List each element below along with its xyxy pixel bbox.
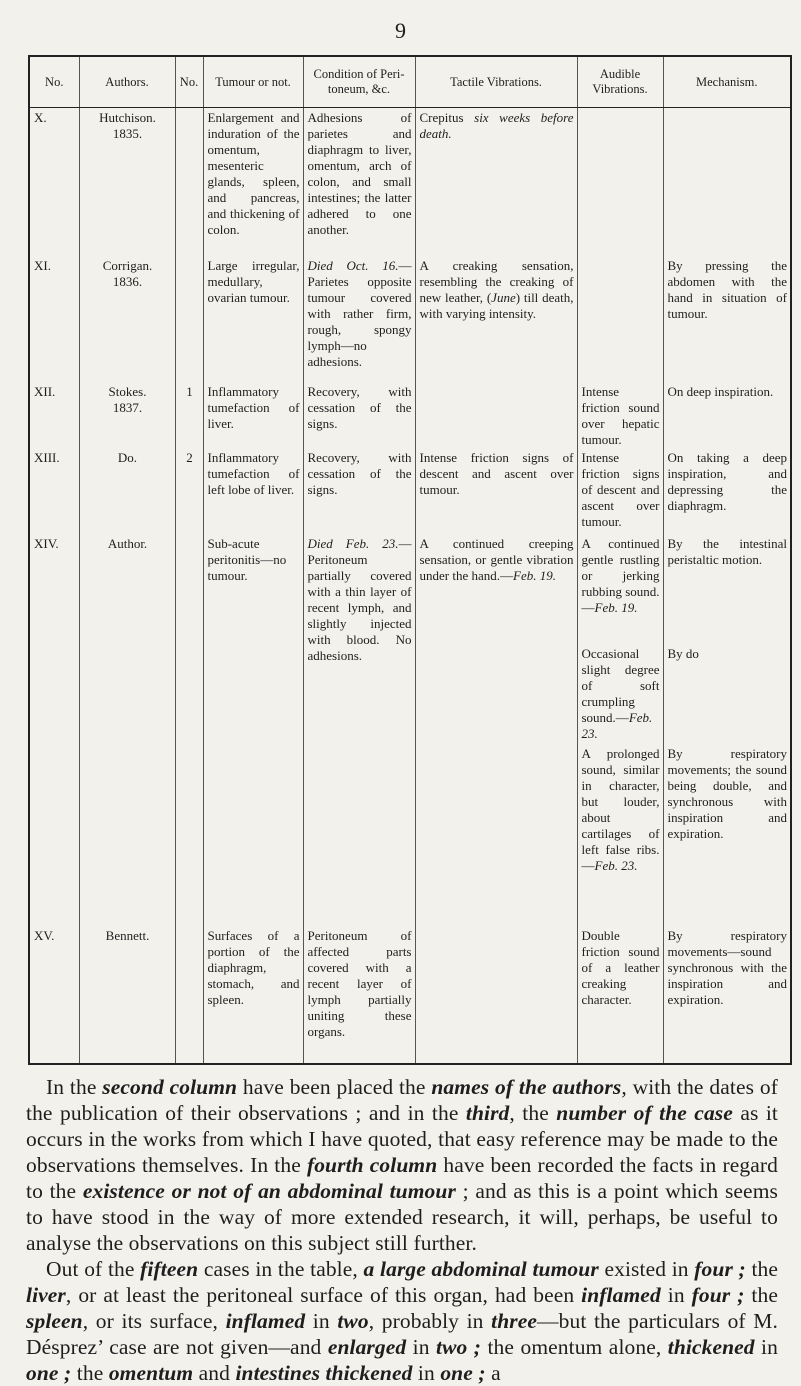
tumour-cell: Inflammatory tumefaction of left lobe of liver.: [203, 448, 303, 534]
condition-cell: Adhesions of parietes and diaphragm to liver, omentum, arch of colon, and small intestines; the latter adhered to one another.: [303, 108, 415, 256]
case-no-cell: [175, 926, 203, 1064]
tactile-cell: [415, 108, 577, 256]
row-number: XV.: [29, 926, 79, 1064]
table-row: [29, 382, 791, 448]
audible-text: A prolonged sound, similar in character, but louder, about cartilages of left false ribs.—: [581, 745, 660, 873]
audible-entry-3: [582, 746, 660, 874]
author-name: Bennett.: [105, 927, 150, 943]
table-row: [29, 448, 791, 534]
tactile-italic: June: [491, 289, 516, 305]
header-condition: Condition of Peri-toneum, &c.: [303, 56, 415, 108]
author-cell: [79, 382, 175, 448]
page-number: 9: [395, 18, 406, 43]
case-no-cell: 2: [175, 448, 203, 534]
audible-cell: [577, 108, 663, 256]
tactile-text: A continued creeping sensation, or gentle vibration under the hand.—: [419, 535, 574, 583]
tactile-cell: [415, 382, 577, 448]
author-name: Do.: [117, 449, 138, 465]
row-number: XIV.: [29, 534, 79, 926]
audible-entry-2: [582, 646, 660, 746]
header-authors: Authors.: [79, 56, 175, 108]
tactile-italic: Feb. 19.: [513, 567, 556, 583]
mechanism-entry-1: By the intestinal peristaltic motion.: [667, 535, 787, 567]
row-number: XIII.: [29, 448, 79, 534]
audible-cell: [577, 534, 663, 926]
paragraph-columns: In the second column have been placed the names of the authors, with the dates of the publication of their observations ; and in the third, the number of the case as it occurs in the works from which I have quoted, that easy reference may be made to the observations themselves. In the fourth column have been recorded the facts in regard to the existence or not of an abdominal tumour ; and as this is a point which seems to have stood in the way of more extended research, it will, perhaps, be useful to analyse the observations on this subject still further.: [26, 1075, 779, 1255]
audible-text: A continued gentle rustling or jerking rubbing sound.—: [581, 535, 660, 615]
condition-cell: [303, 256, 415, 382]
row-number: XI.: [29, 256, 79, 382]
audible-date: Feb. 19.: [594, 599, 638, 615]
condition-cell: Recovery, with cessation of the signs.: [303, 382, 415, 448]
author-cell: [79, 256, 175, 382]
mechanism-entry-2: By do: [667, 645, 699, 661]
author-cell: [79, 108, 175, 256]
author-year: 1836.: [112, 273, 143, 289]
tactile-cell: [415, 926, 577, 1064]
condition-cell: [303, 534, 415, 926]
header-no: No.: [29, 56, 79, 108]
mechanism-cell: On deep inspiration.: [663, 382, 791, 448]
condition-cell: Recovery, with cessation of the signs.: [303, 448, 415, 534]
table-row: [29, 108, 791, 256]
case-table-wrapper: [28, 55, 790, 1060]
table-header-row: [29, 56, 791, 108]
tumour-cell: Large irregular, medullary, ovarian tumour.: [203, 256, 303, 382]
audible-date: Feb. 23.: [594, 857, 638, 873]
case-no-cell: [175, 534, 203, 926]
tactile-cell: [415, 534, 577, 926]
condition-cell: Peritoneum of affected parts covered with a recent layer of lymph partially uniting these organs.: [303, 926, 415, 1064]
mechanism-cell: By respiratory movements—sound synchronous with the inspiration and expiration.: [663, 926, 791, 1064]
author-year: 1837.: [112, 399, 143, 415]
paragraph-analysis: Out of the fifteen cases in the table, a large abdominal tumour existed in four ; the liver, or at least the peritoneal surface of this organ, had been inflamed in four ; the spleen, or its surface, inflamed in two, probably in three—but the particulars of M. Désprez’ case are not given—and enlarged in two ; the omentum alone, thickened in one ; the omentum and intestines thickened in one ; a: [26, 1257, 779, 1385]
audible-cell: Intense friction sound over hepatic tumour.: [577, 382, 663, 448]
audible-date: Feb. 23.: [581, 709, 653, 741]
table-row: [29, 534, 791, 926]
tactile-cell: [415, 256, 577, 382]
case-table: [28, 55, 792, 1065]
header-mechanism: Mechanism.: [663, 56, 791, 108]
condition-text: —Parietes opposite tumour covered with rather firm, rough, spongy lymph—no adhesions.: [307, 257, 412, 369]
author-name: Stokes.: [108, 383, 147, 399]
audible-text: Occasional slight degree of soft crumpling sound.—: [581, 645, 660, 725]
audible-cell: Intense friction signs of descent and ascent over tumour.: [577, 448, 663, 534]
condition-date: Died Oct. 16.: [307, 257, 399, 273]
tactile-text: A creaking sensation, resembling the creaking of new leather, (: [419, 257, 574, 305]
author-name: Hutchison.: [99, 110, 156, 125]
header-case-no: No.: [175, 56, 203, 108]
mechanism-entry-3: By respiratory movements; the sound being double, and synchronous with inspiration and expiration.: [667, 745, 787, 841]
tactile-text-end: ) till death, with varying intensity.: [419, 289, 574, 321]
row-number: XII.: [29, 382, 79, 448]
table-row: [29, 256, 791, 382]
author-cell: [79, 534, 175, 926]
header-tumour: Tumour or not.: [203, 56, 303, 108]
tactile-cell: Intense friction signs of descent and ascent over tumour.: [415, 448, 577, 534]
header-tactile: Tactile Vibrations.: [415, 56, 577, 108]
audible-cell: Double friction sound of a leather creaking character.: [577, 926, 663, 1064]
table-row: [29, 926, 791, 1064]
author-name: Author.: [107, 535, 148, 551]
audible-entry-1: [582, 536, 660, 646]
author-name: Corrigan.: [102, 257, 153, 273]
audible-cell: [577, 256, 663, 382]
tactile-italic: six weeks before death.: [419, 110, 574, 141]
author-year: 1835.: [112, 126, 143, 141]
mechanism-cell: By pressing the abdomen with the hand in situation of tumour.: [663, 256, 791, 382]
case-no-cell: 1: [175, 382, 203, 448]
mechanism-cell: [663, 534, 791, 926]
case-no-cell: [175, 256, 203, 382]
tumour-cell: Sub-acute peritonitis—no tumour.: [203, 534, 303, 926]
tumour-cell: Inflammatory tumefaction of liver.: [203, 382, 303, 448]
mechanism-cell: On taking a deep inspiration, and depressing the diaphragm.: [663, 448, 791, 534]
header-audible: Audible Vibrations.: [577, 56, 663, 108]
condition-text: —Peritoneum partially covered with a thin layer of recent lymph, and slightly injected with blood. No adhesions.: [307, 535, 412, 663]
mechanism-cell: [663, 108, 791, 256]
tumour-cell: Surfaces of a portion of the diaphragm, stomach, and spleen.: [203, 926, 303, 1064]
body-text: [26, 1074, 778, 1386]
case-no-cell: [175, 108, 203, 256]
author-cell: [79, 448, 175, 534]
tumour-cell: Enlargement and induration of the omentum, mesenteric glands, spleen, and pancreas, and thickening of colon.: [203, 108, 303, 256]
author-cell: [79, 926, 175, 1064]
tactile-text: Crepitus: [419, 110, 475, 125]
condition-date: Died Feb. 23.: [307, 535, 399, 551]
row-number: X.: [29, 108, 79, 256]
